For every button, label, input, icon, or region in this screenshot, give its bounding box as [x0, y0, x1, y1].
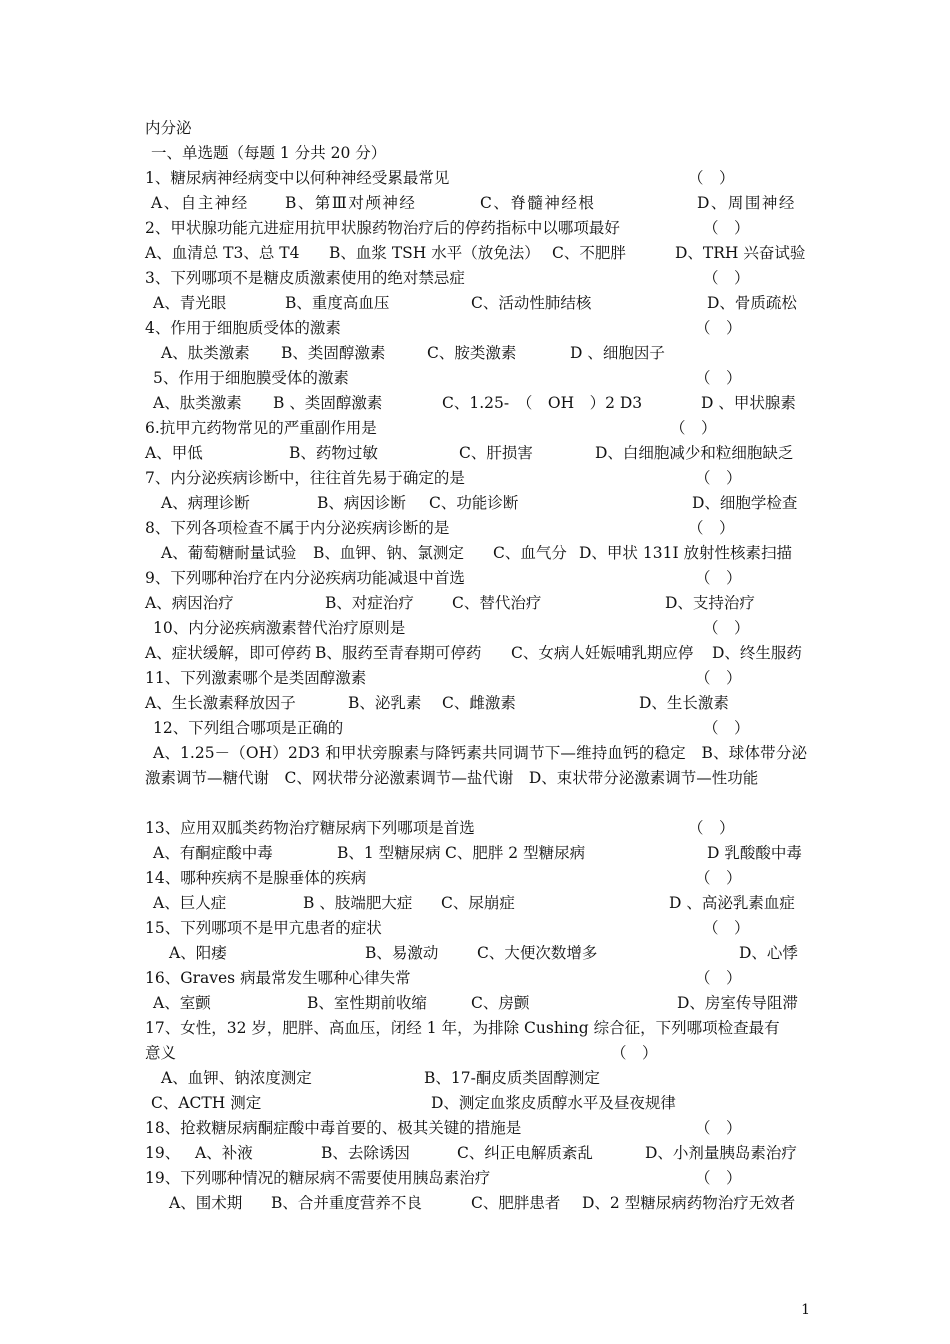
question-12-options: A、1.25－（OH）2D3 和甲状旁腺素与降钙素共同调节下—维持血钙的稳定 B、球体带分泌激素调节—糖代谢 C、网状带分泌激素调节—盐代谢 D、束状带分泌激素调节—性功能: [145, 744, 807, 787]
option-d: D、TRH 兴奋试验: [675, 244, 806, 262]
option-b: B、对症治疗: [325, 594, 414, 612]
option-c: C、脊髓神经根: [480, 194, 596, 212]
option-d: D、甲状 131I 放射性核素扫描: [579, 544, 792, 562]
option-c: C、纠正电解质紊乱: [457, 1144, 593, 1162]
option-b: B、泌乳素: [348, 694, 422, 712]
option-b: B 、类固醇激素: [273, 394, 383, 412]
question-19: 19、下列哪种情况的糖尿病不需要使用胰岛素治疗 （ ）: [145, 1166, 807, 1191]
option-d: D 、高泌乳素血症: [669, 894, 795, 912]
question-14-options: [145, 891, 807, 916]
option-c: C、ACTH 测定: [151, 1094, 262, 1112]
answer-bracket: （ ）: [703, 269, 750, 287]
option-b: B、第Ⅲ对颅神经: [285, 194, 417, 212]
option-c: C、雌激素: [442, 694, 516, 712]
section-heading: 一、单选题（每题 1 分共 20 分）: [151, 144, 387, 162]
option-b: B、室性期前收缩: [307, 994, 427, 1012]
option-a: A、巨人症: [153, 894, 227, 912]
question-8: 8、下列各项检查不属于内分泌疾病诊断的是 （ ）: [145, 516, 807, 541]
question-13-options: [145, 841, 807, 866]
question-8-options: [145, 541, 807, 566]
answer-bracket: （ ）: [695, 569, 742, 587]
option-c: C、肝损害: [459, 444, 533, 462]
question-15: 15、下列哪项不是甲亢患者的症状 （ ）: [145, 916, 807, 941]
option-a: A、补液: [195, 1144, 253, 1162]
question-3: 3、下列哪项不是糖皮质激素使用的绝对禁忌症 （ ）: [145, 266, 807, 291]
option-a: A、围术期: [169, 1194, 243, 1212]
question-16: 16、Graves 病最常发生哪种心律失常 （ ）: [145, 966, 807, 991]
question-17-cont: 意义 （ ）: [145, 1041, 807, 1066]
option-b: B、病因诊断: [317, 494, 406, 512]
option-c: C、房颤: [471, 994, 530, 1012]
question-5-options: [145, 391, 807, 416]
option-d: D、小剂量胰岛素治疗: [645, 1144, 797, 1162]
option-a: A、肽类激素: [153, 394, 242, 412]
option-a: A、肽类激素: [161, 344, 250, 362]
answer-bracket: （ ）: [670, 419, 717, 437]
question-3-options: [145, 291, 807, 316]
option-a: A、青光眼: [153, 294, 227, 312]
option-a: A、症状缓解，即可停药: [145, 644, 312, 662]
option-d: D、骨质疏松: [707, 294, 797, 312]
option-a: A、自主神经: [151, 194, 249, 212]
question-4: 4、作用于细胞质受体的激素 （ ）: [145, 316, 807, 341]
option-d: D、心悸: [739, 944, 798, 962]
question-2: 2、甲状腺功能亢进症用抗甲状腺药物治疗后的停药指标中以哪项最好 （ ）: [145, 216, 807, 241]
option-d: D、生长激素: [639, 694, 729, 712]
option-b: B、药物过敏: [289, 444, 378, 462]
question-14: 14、哪种疾病不是腺垂体的疾病 （ ）: [145, 866, 807, 891]
question-9: 9、下列哪种治疗在内分泌疾病功能减退中首选 （ ）: [145, 566, 807, 591]
answer-bracket: （ ）: [695, 869, 742, 887]
option-a: A、室颤: [153, 994, 211, 1012]
option-d: D 乳酸酸中毒: [707, 844, 802, 862]
option-d: D、细胞学检查: [692, 494, 798, 512]
question-17: 17、女性，32 岁，肥胖、高血压，闭经 1 年，为排除 Cushing 综合征，下列哪项检查最有: [145, 1019, 780, 1037]
question-1-options: [145, 191, 807, 216]
option-a: A、有酮症酸中毒: [153, 844, 273, 862]
option-c: C、尿崩症: [441, 894, 515, 912]
question-9-options: [145, 591, 807, 616]
option-c: C、不肥胖: [552, 244, 626, 262]
answer-bracket: （ ）: [695, 669, 742, 687]
question-5: 5、作用于细胞膜受体的激素 （ ）: [145, 366, 807, 391]
question-2-options: [145, 241, 807, 266]
option-c: C、活动性肺结核: [471, 294, 592, 312]
option-c: C、女病人妊娠哺乳期应停: [511, 644, 694, 662]
question-4-options: [145, 341, 807, 366]
option-d: D 、细胞因子: [570, 344, 665, 362]
question-18-options: [145, 1141, 807, 1166]
question-10-options: [145, 641, 807, 666]
question-7: 7、内分泌疾病诊断中，往往首先易于确定的是 （ ）: [145, 466, 807, 491]
question-6-options: [145, 441, 807, 466]
option-c: C、功能诊断: [429, 494, 519, 512]
option-d: D、白细胞减少和粒细胞缺乏: [595, 444, 794, 462]
question-6: 6.抗甲亢药物常见的严重副作用是 （ ）: [145, 416, 807, 441]
option-a: A、葡萄糖耐量试验: [161, 544, 297, 562]
question-19-options: [145, 1191, 807, 1216]
page-number: 1: [801, 1302, 810, 1318]
option-c: C、替代治疗: [452, 594, 542, 612]
option-d: D、周围神经: [697, 194, 796, 212]
question-1: 1、糖尿病神经病变中以何种神经受累最常见 （ ）: [145, 166, 807, 191]
option-c: C、胺类激素: [427, 344, 517, 362]
answer-bracket: （ ）: [695, 319, 742, 337]
option-b: B、重度高血压: [285, 294, 390, 312]
question-18: 18、抢救糖尿病酮症酸中毒首要的、极其关键的措施是 （ ）: [145, 1116, 807, 1141]
option-d: D、支持治疗: [665, 594, 755, 612]
question-15-options: [145, 941, 807, 966]
question-16-options: [145, 991, 807, 1016]
option-d: D 、甲状腺素: [701, 394, 796, 412]
option-b: B、去除诱因: [321, 1144, 410, 1162]
option-b: B、17-酮皮质类固醇测定: [424, 1069, 600, 1087]
option-a: A、生长激素释放因子: [145, 694, 296, 712]
question-11: 11、下列激素哪个是类固醇激素 （ ）: [145, 666, 807, 691]
option-d: D、终生服药: [712, 644, 802, 662]
answer-bracket: （ ）: [703, 619, 750, 637]
answer-bracket: （ ）: [695, 1119, 742, 1137]
question-12: 12、下列组合哪项是正确的 （ ）: [145, 716, 807, 741]
option-b: B、1 型糖尿病: [337, 844, 441, 862]
option-d: D、2 型糖尿病药物治疗无效者: [582, 1194, 796, 1212]
answer-bracket: （ ）: [688, 519, 735, 537]
option-d: D、房室传导阻滞: [677, 994, 798, 1012]
answer-bracket: （ ）: [688, 819, 735, 837]
option-c: C、大便次数增多: [477, 944, 598, 962]
answer-bracket: （ ）: [611, 1044, 658, 1062]
option-b: B、血钾、钠、氯测定: [313, 544, 464, 562]
question-17-options-cd: [145, 1091, 807, 1116]
option-b: B、合并重度营养不良: [271, 1194, 422, 1212]
option-b: B、易激动: [365, 944, 439, 962]
option-c: C、肥胖 2 型糖尿病: [445, 844, 586, 862]
option-c: C、血气分: [493, 544, 567, 562]
question-7-options: [145, 491, 807, 516]
option-a: A、血钾、钠浓度测定: [161, 1069, 312, 1087]
option-d: D、测定血浆皮质醇水平及昼夜规律: [431, 1094, 676, 1112]
option-a: A、病理诊断: [161, 494, 250, 512]
question-13: 13、应用双胍类药物治疗糖尿病下列哪项是首选 （ ）: [145, 816, 807, 841]
answer-bracket: （ ）: [695, 969, 742, 987]
answer-bracket: （ ）: [703, 219, 750, 237]
answer-bracket: （ ）: [688, 169, 735, 187]
option-a: A、甲低: [145, 444, 203, 462]
doc-title: 内分泌: [145, 119, 192, 137]
option-a: A、血清总 T3、总 T4: [145, 244, 300, 262]
answer-bracket: （ ）: [695, 1169, 742, 1187]
option-c: C、肥胖患者: [471, 1194, 561, 1212]
option-c: C、1.25- （ OH ）2 D3: [442, 394, 643, 412]
option-b: B、血浆 TSH 水平（放免法）: [329, 244, 540, 262]
question-11-options: [145, 691, 807, 716]
answer-bracket: （ ）: [703, 919, 750, 937]
answer-bracket: （ ）: [703, 719, 750, 737]
question-17-options-ab: [145, 1066, 807, 1091]
answer-bracket: （ ）: [695, 369, 742, 387]
option-a: A、阳痿: [169, 944, 227, 962]
option-number: 19、: [145, 1144, 181, 1162]
option-a: A、病因治疗: [145, 594, 234, 612]
answer-bracket: （ ）: [695, 469, 742, 487]
question-10: 10、内分泌疾病激素替代治疗原则是 （ ）: [145, 616, 807, 641]
option-b: B 、肢端肥大症: [303, 894, 413, 912]
option-b: B、类固醇激素: [281, 344, 386, 362]
option-b: B、服药至青春期可停药: [315, 644, 482, 662]
